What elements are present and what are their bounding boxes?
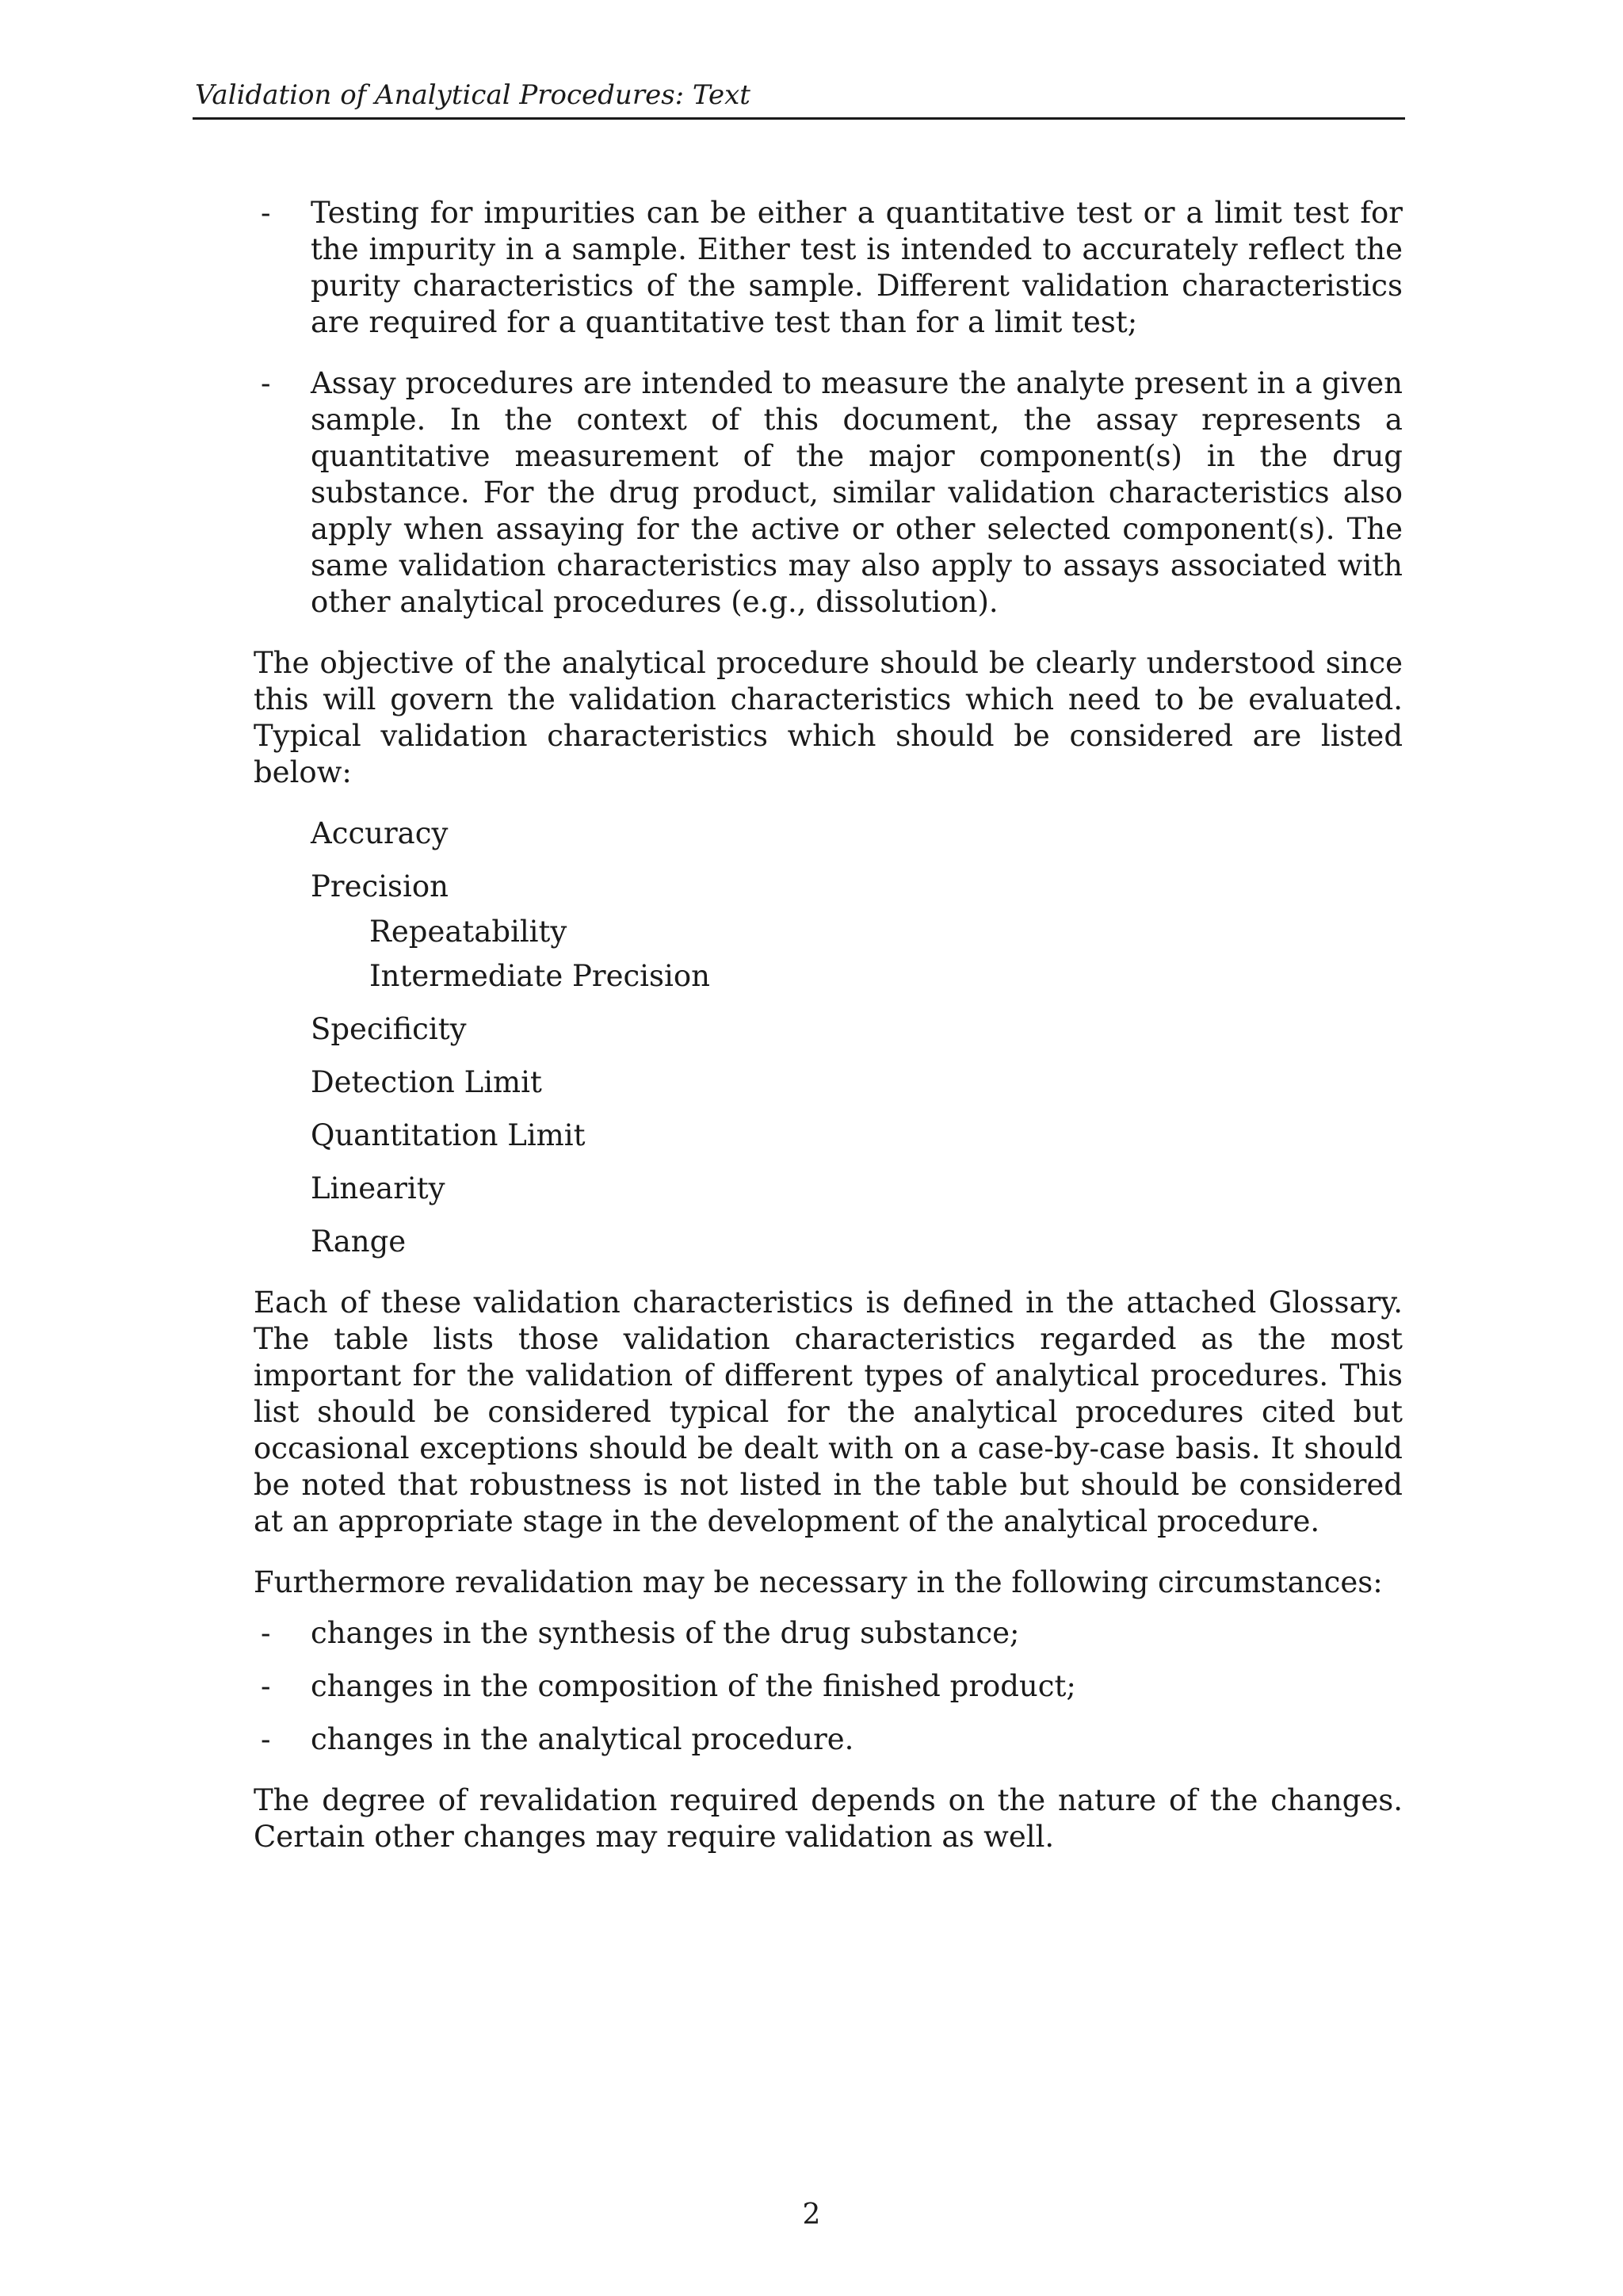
revalidation-bullet-synthesis [254, 1615, 1403, 1652]
bullet-dash: - [261, 196, 271, 230]
revalidation-bullet-composition [254, 1668, 1403, 1705]
characteristic-range: Range [311, 1224, 407, 1259]
bullet-dash: - [261, 1722, 271, 1756]
bullet-text: changes in the synthesis of the drug substance; [311, 1616, 1020, 1650]
paragraph-glossary: Each of these validation characteristics is defined in the attached Glossary. The table lists those validation characteristics regarded as the most important for the validation of different types of analytical procedures. This list should be considered typical for the analytical procedures cited but occasional exceptions should be dealt with on a case-by-case basis. It should be noted that robustness is not listed in the table but should be considered at an appropriate stage in the development of the analytical procedure. [254, 1286, 1403, 1538]
bullet-impurities [254, 195, 1403, 341]
bullet-text: changes in the composition of the finished product; [311, 1669, 1076, 1703]
paragraph-objective: The objective of the analytical procedure should be clearly understood since this will govern the validation characteristics which need to be evaluated. Typical validation characteristics which should be considered are listed below: [254, 646, 1403, 789]
bullet-text: changes in the analytical procedure. [311, 1722, 854, 1756]
page-number: 2 [802, 2199, 821, 2231]
characteristic-quantitation-limit: Quantitation Limit [311, 1118, 586, 1152]
precision-sub-list [311, 914, 1403, 995]
bullet-text: Testing for impurities can be either a quantitative test or a limit test for the impurity in a sample. Either test is intended to accurately reflect the purity characteristics of the sample. Different validation characteristics are required for a quantitative test than for a limit test; [311, 196, 1403, 339]
characteristic-accuracy: Accuracy [311, 816, 449, 850]
bullet-assay [254, 365, 1403, 621]
header-title: Validation of Analytical Procedures: Text [195, 79, 750, 111]
characteristic-detection-limit: Detection Limit [311, 1065, 542, 1099]
bullet-text: Assay procedures are intended to measure the analyte present in a given sample. In the context of this document, the assay represents a quantitative measurement of the major component(s) in the drug substance. For the drug product, similar validation characteristics also apply when assaying for the active or other selected component(s). The same validation characteristics may also apply to assays associated with other analytical procedures (e.g., dissolution). [311, 366, 1403, 619]
characteristics-list [254, 816, 1403, 1260]
running-header [193, 76, 1405, 120]
revalidation-bullets [254, 1615, 1403, 1758]
bullet-dash: - [261, 1616, 271, 1650]
characteristic-precision [311, 869, 1403, 995]
characteristic-linearity: Linearity [311, 1171, 445, 1205]
paragraph-revalidation: Furthermore revalidation may be necessary in the following circumstances: [254, 1565, 1383, 1599]
characteristic-repeatability: Repeatability [369, 915, 567, 949]
bullet-dash: - [261, 366, 271, 400]
document-body [254, 195, 1403, 1880]
paragraph-degree: The degree of revalidation required depends on the nature of the changes. Certain other changes may require validation as well. [254, 1783, 1403, 1854]
characteristic-precision-label: Precision [311, 869, 449, 904]
characteristic-specificity: Specificity [311, 1012, 467, 1046]
revalidation-bullet-procedure [254, 1721, 1403, 1758]
bullet-dash: - [261, 1669, 271, 1703]
characteristic-intermediate-precision: Intermediate Precision [369, 959, 710, 993]
